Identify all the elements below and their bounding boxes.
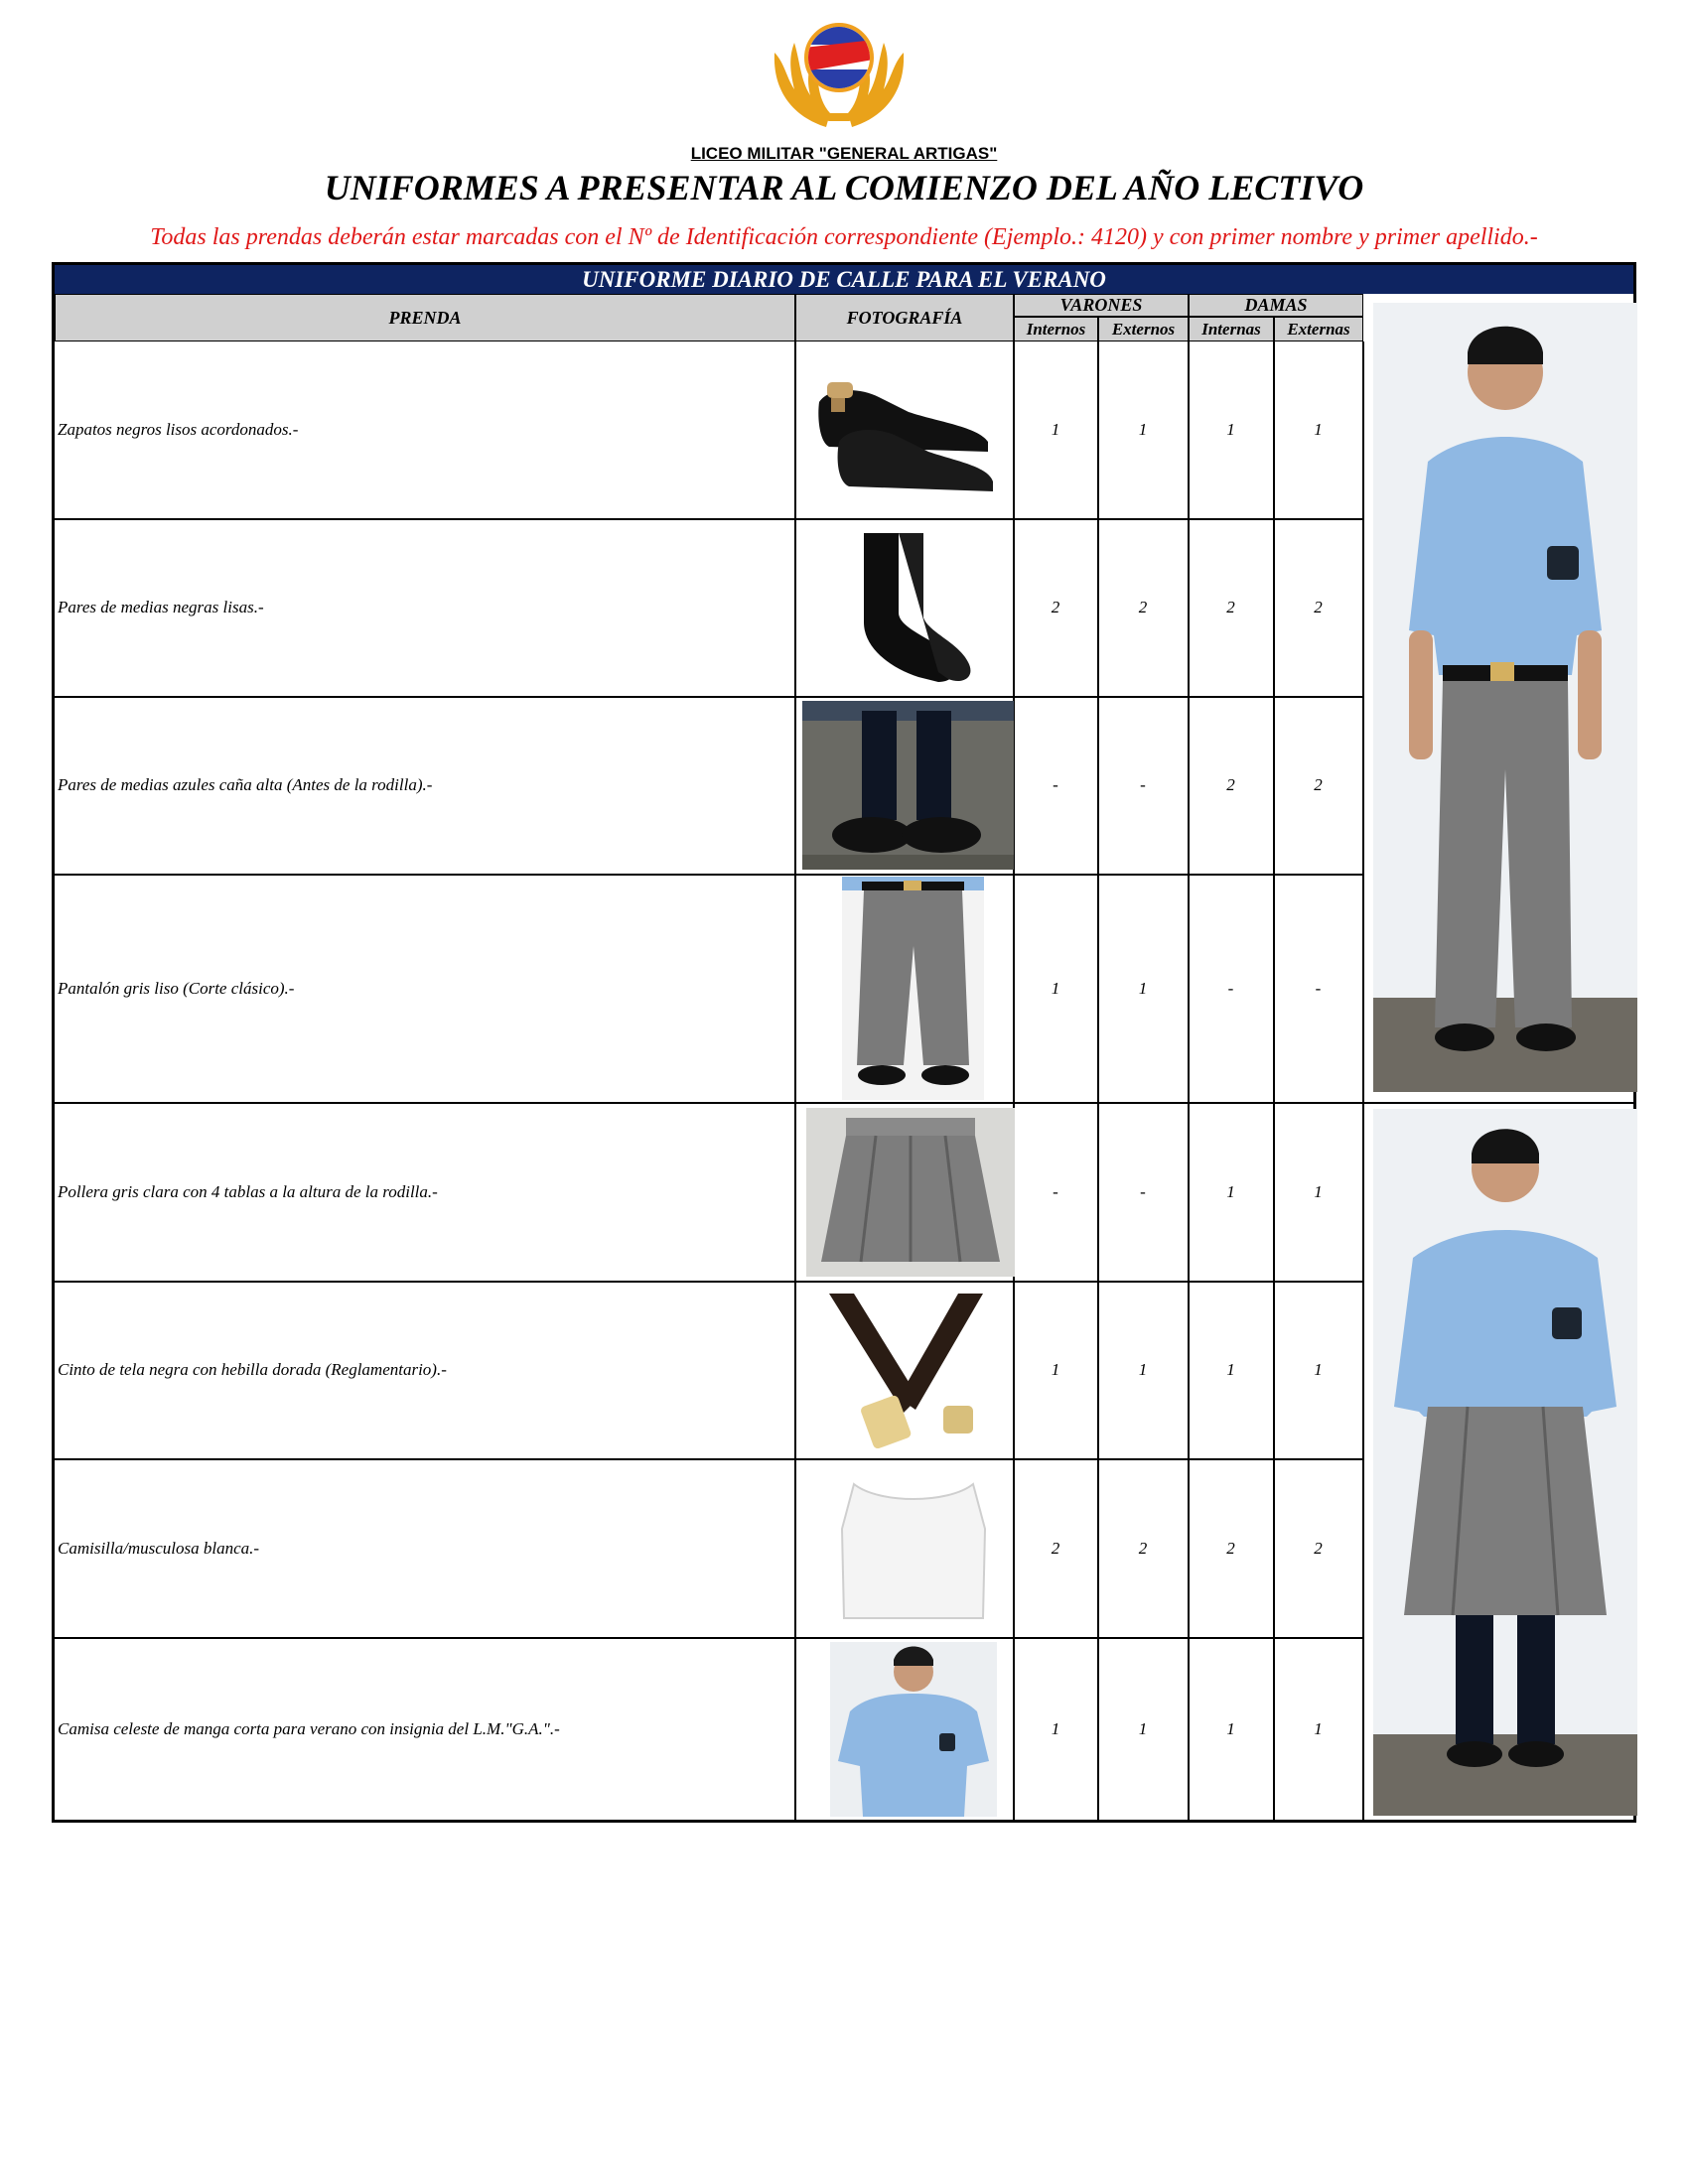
qty-damas-internas: 1 <box>1226 1181 1235 1201</box>
item-description: Zapatos negros lisos acordonados.- <box>58 420 299 439</box>
qty-varones-externos: - <box>1140 775 1146 794</box>
female-uniform-photo <box>1373 1109 1637 1816</box>
qty-damas-externas: 2 <box>1314 775 1323 794</box>
skirt-photo <box>806 1108 1015 1277</box>
qty-varones-internos: - <box>1053 1181 1058 1201</box>
column-header-foto: FOTOGRAFÍA <box>795 294 1014 341</box>
qty-damas-externas: 1 <box>1314 1360 1323 1379</box>
qty-damas-externas: 2 <box>1314 1538 1323 1558</box>
qty-damas-externas: 2 <box>1314 598 1323 616</box>
qty-varones-externos: 2 <box>1138 598 1148 616</box>
qty-varones-externos: - <box>1140 1181 1146 1201</box>
socks-photo <box>839 528 998 687</box>
item-description: Camisa celeste de manga corta para verano con insignia del L.M."G.A.".- <box>58 1718 560 1738</box>
trousers-photo <box>842 877 984 1100</box>
page-subtitle: Todas las prendas deberán estar marcadas con el Nº de Identificación correspondiente (Ejemplo.: 4120) y con primer nombre y primer apellido.- <box>150 224 1538 250</box>
belt-photo <box>824 1289 988 1452</box>
item-description: Pares de medias azules caña alta (Antes de la rodilla).- <box>58 775 433 794</box>
qty-varones-internos: 1 <box>1051 420 1060 439</box>
undershirt-photo <box>834 1469 993 1628</box>
qty-damas-internas: 2 <box>1226 598 1235 616</box>
page-title: UNIFORMES A PRESENTAR AL COMIENZO DEL AÑO LECTIVO <box>324 168 1364 207</box>
qty-varones-externos: 1 <box>1138 420 1148 439</box>
qty-varones-internos: 1 <box>1051 978 1060 998</box>
item-description: Pollera gris clara con 4 tablas a la altura de la rodilla.- <box>58 1181 438 1201</box>
knee-socks-photo <box>802 701 1014 870</box>
qty-varones-internos: 1 <box>1051 1360 1060 1379</box>
qty-damas-externas: 1 <box>1314 1718 1323 1738</box>
shirt-photo <box>830 1642 997 1817</box>
item-description: Pares de medias negras lisas.- <box>58 598 264 616</box>
male-uniform-photo <box>1373 303 1637 1092</box>
qty-varones-internos: 1 <box>1051 1718 1060 1738</box>
qty-damas-internas: 2 <box>1226 1538 1235 1558</box>
qty-varones-externos: 1 <box>1138 978 1148 998</box>
qty-damas-internas: 2 <box>1226 775 1235 794</box>
column-group-damas: DAMAS <box>1189 294 1363 317</box>
qty-damas-externas: 1 <box>1314 1181 1323 1201</box>
qty-damas-internas: 1 <box>1226 1718 1235 1738</box>
qty-damas-externas: - <box>1315 978 1322 998</box>
qty-varones-externos: 1 <box>1138 1360 1148 1379</box>
column-header-varones-internos: Internos <box>1014 317 1098 341</box>
column-group-varones: VARONES <box>1014 294 1189 317</box>
school-crest-logo <box>765 18 914 132</box>
column-header-prenda: PRENDA <box>55 294 795 341</box>
item-description: Camisilla/musculosa blanca.- <box>58 1538 260 1558</box>
column-header-damas-externas: Externas <box>1274 317 1363 341</box>
qty-damas-internas: 1 <box>1226 420 1235 439</box>
table-banner: UNIFORME DIARIO DE CALLE PARA EL VERANO <box>55 265 1633 294</box>
qty-damas-internas: 1 <box>1226 1360 1235 1379</box>
qty-varones-internos: - <box>1053 775 1058 794</box>
item-description: Pantalón gris liso (Corte clásico).- <box>58 978 295 998</box>
qty-varones-externos: 2 <box>1138 1538 1148 1558</box>
qty-varones-externos: 1 <box>1138 1718 1148 1738</box>
qty-varones-internos: 2 <box>1051 598 1060 616</box>
item-description: Cinto de tela negra con hebilla dorada (Reglamentario).- <box>58 1360 447 1379</box>
school-name: LICEO MILITAR "GENERAL ARTIGAS" <box>690 144 998 163</box>
column-header-damas-internas: Internas <box>1189 317 1274 341</box>
shoes-photo <box>809 352 998 511</box>
qty-damas-externas: 1 <box>1314 420 1323 439</box>
qty-varones-internos: 2 <box>1051 1538 1060 1558</box>
qty-damas-internas: - <box>1227 978 1234 998</box>
column-header-varones-externos: Externos <box>1098 317 1189 341</box>
